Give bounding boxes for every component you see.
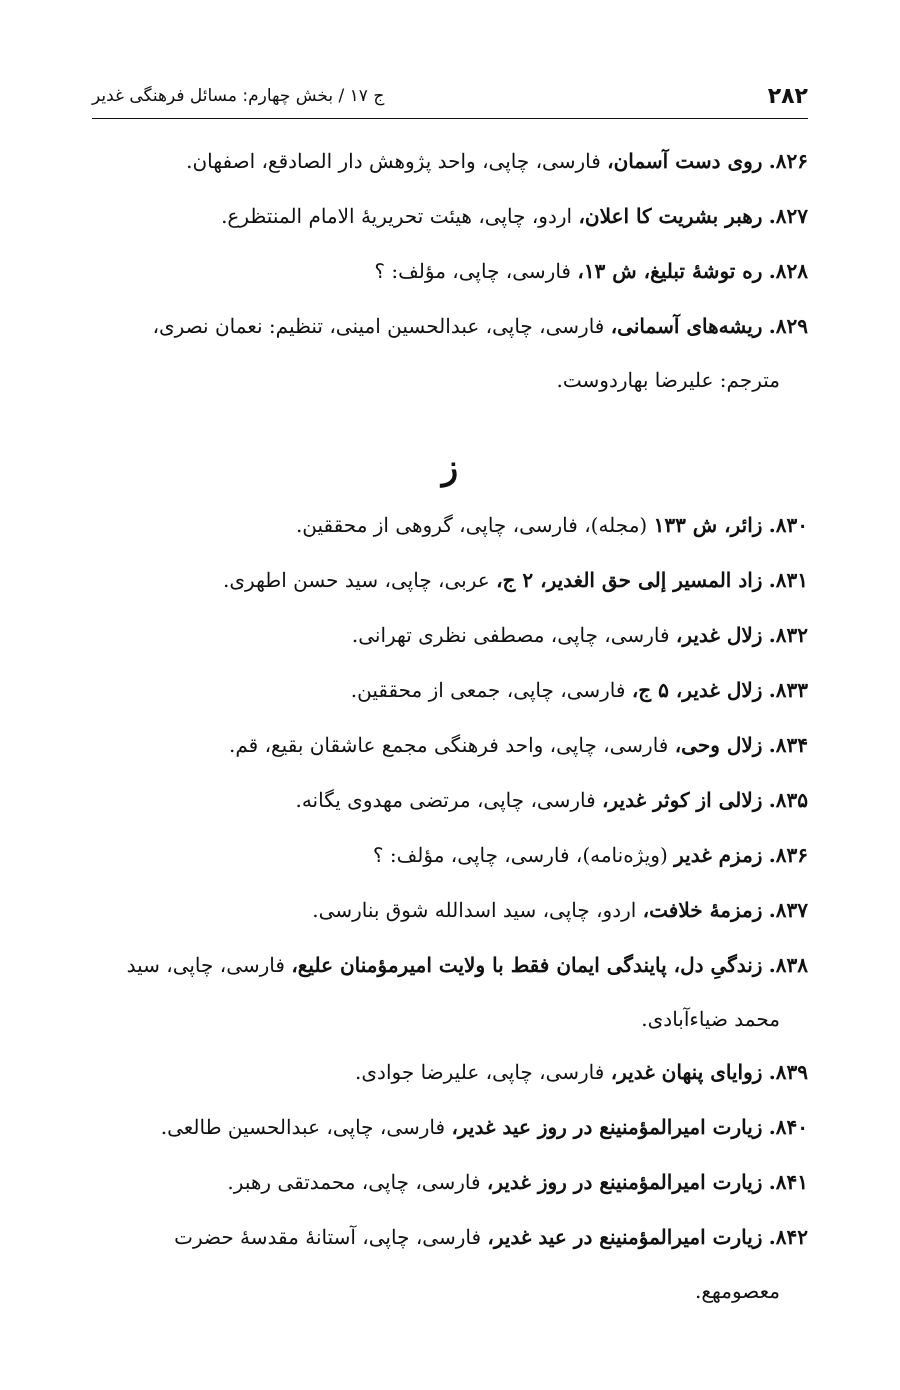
entry-title: ره توشهٔ تبلیغ، ش ۱۳، bbox=[577, 259, 763, 283]
entry-number: ۸۳۶. bbox=[768, 843, 808, 867]
entries-section-z bbox=[92, 498, 808, 1317]
entry-title: زمزمهٔ خلافت، bbox=[642, 898, 763, 922]
entry-continuation: معصومهع. bbox=[695, 1279, 780, 1303]
bibliography-entry bbox=[92, 299, 808, 406]
entry-number: ۸۴۰. bbox=[768, 1115, 808, 1139]
entry-title: زمزم غدیر bbox=[674, 843, 763, 867]
page-header bbox=[92, 74, 808, 119]
entry-details: اردو، چاپی، سید اسدالله شوق بنارسی. bbox=[312, 898, 643, 922]
entry-number: ۸۳۴. bbox=[768, 733, 808, 757]
bibliography-entry bbox=[92, 938, 808, 1045]
entry-title: روی دست آسمان، bbox=[607, 149, 763, 173]
bibliography-entry bbox=[92, 498, 808, 553]
page-number: ۲۸۲ bbox=[767, 83, 808, 109]
bibliography-entry bbox=[92, 663, 808, 718]
entry-details: (ویژه‌نامه)، فارسی، چاپی، مؤلف: ؟ bbox=[372, 843, 675, 867]
bibliography-entry bbox=[92, 718, 808, 773]
entry-details: فارسی، چاپی، محمدتقی رهبر. bbox=[227, 1170, 487, 1194]
entry-number: ۸۳۸. bbox=[768, 953, 808, 977]
entry-number: ۸۲۶. bbox=[768, 149, 808, 173]
entry-number: ۸۳۷. bbox=[768, 898, 808, 922]
entry-title: زیارت امیرالمؤمنینع در روز عید غدیر، bbox=[451, 1115, 763, 1139]
entry-number: ۸۳۵. bbox=[768, 788, 808, 812]
entry-number: ۸۳۹. bbox=[768, 1060, 808, 1084]
entry-title: زوایای پنهان غدیر، bbox=[610, 1060, 763, 1084]
bibliography-entry bbox=[92, 883, 808, 938]
entry-title: زاد المسیر إلی حق الغدیر، ۲ ج، bbox=[496, 568, 763, 592]
entry-continuation: محمد ضیاءآبادی. bbox=[641, 1007, 780, 1031]
bibliography-entry bbox=[92, 244, 808, 299]
entry-number: ۸۲۷. bbox=[768, 204, 808, 228]
entry-details: فارسی، چاپی، واحد فرهنگی مجمع عاشقان بقیع، قم. bbox=[228, 733, 675, 757]
bibliography-entry bbox=[92, 1045, 808, 1100]
entry-number: ۸۲۸. bbox=[768, 259, 808, 283]
bibliography-entry bbox=[92, 134, 808, 189]
bibliography-entry bbox=[92, 189, 808, 244]
entry-number: ۸۳۳. bbox=[768, 678, 808, 702]
section-letter: ز bbox=[441, 448, 459, 488]
entry-details: فارسی، چاپی، مصطفی نظری تهرانی. bbox=[351, 623, 676, 647]
bibliography-entry bbox=[92, 1210, 808, 1317]
entries-before-section bbox=[92, 134, 808, 406]
entry-number: ۸۳۱. bbox=[768, 568, 808, 592]
entry-title: زلال وحی، bbox=[674, 733, 763, 757]
entry-title: رهبر بشریت کا اعلان، bbox=[578, 204, 763, 228]
entry-title: زندگیِ دل، پایندگی ایمان فقط با ولایت امیرمؤمنان علیع، bbox=[291, 953, 763, 977]
entry-title: زلال غدیر، ۵ ج، bbox=[631, 678, 763, 702]
bibliography-entry bbox=[92, 773, 808, 828]
entry-details: عربی، چاپی، سید حسن اطهری. bbox=[223, 568, 497, 592]
entry-title: زلالی از کوثر غدیر، bbox=[602, 788, 763, 812]
entry-title: زائر، ش ۱۳۳ bbox=[653, 513, 763, 537]
entry-title: ریشه‌های آسمانی، bbox=[610, 314, 763, 338]
entry-details: فارسی، چاپی، جمعی از محققین. bbox=[350, 678, 632, 702]
entry-continuation: مترجم: علیرضا بهاردوست. bbox=[556, 368, 780, 392]
entry-details: (مجله)، فارسی، چاپی، گروهی از محققین. bbox=[295, 513, 654, 537]
entry-details: فارسی، چاپی، عبدالحسین طالعی. bbox=[160, 1115, 452, 1139]
entry-details: اردو، چاپی، هیئت تحریریهٔ الامام المنتظرع. bbox=[221, 204, 579, 228]
running-head: ج ۱۷ / بخش چهارم: مسائل فرهنگی غدیر bbox=[92, 86, 385, 106]
entry-number: ۸۳۲. bbox=[768, 623, 808, 647]
entry-title: زلال غدیر، bbox=[675, 623, 763, 647]
bibliography-entry bbox=[92, 608, 808, 663]
entry-number: ۸۴۱. bbox=[768, 1170, 808, 1194]
entry-number: ۸۳۰. bbox=[768, 513, 808, 537]
entry-details: فارسی، چاپی، مؤلف: ؟ bbox=[374, 259, 578, 283]
bibliography-entry bbox=[92, 828, 808, 883]
entry-details: فارسی، چاپی، مرتضی مهدوی یگانه. bbox=[295, 788, 603, 812]
entry-details: فارسی، چاپی، واحد پژوهش دار الصادقع، اصفهان. bbox=[186, 149, 608, 173]
entry-details: فارسی، چاپی، علیرضا جوادی. bbox=[355, 1060, 611, 1084]
bibliography-entry bbox=[92, 553, 808, 608]
entry-number: ۸۲۹. bbox=[768, 314, 808, 338]
bibliography-entry bbox=[92, 1100, 808, 1155]
entry-title: زیارت امیرالمؤمنینع در روز غدیر، bbox=[486, 1170, 763, 1194]
entry-details: فارسی، چاپی، عبدالحسین امینی، تنظیم: نعمان نصری، bbox=[152, 314, 611, 338]
entry-details: فارسی، چاپی، سید bbox=[126, 953, 292, 977]
entry-title: زیارت امیرالمؤمنینع در عید غدیر، bbox=[487, 1225, 763, 1249]
bibliography-entry bbox=[92, 1155, 808, 1210]
entry-number: ۸۴۲. bbox=[768, 1225, 808, 1249]
entry-details: فارسی، چاپی، آستانهٔ مقدسهٔ حضرت bbox=[174, 1225, 488, 1249]
